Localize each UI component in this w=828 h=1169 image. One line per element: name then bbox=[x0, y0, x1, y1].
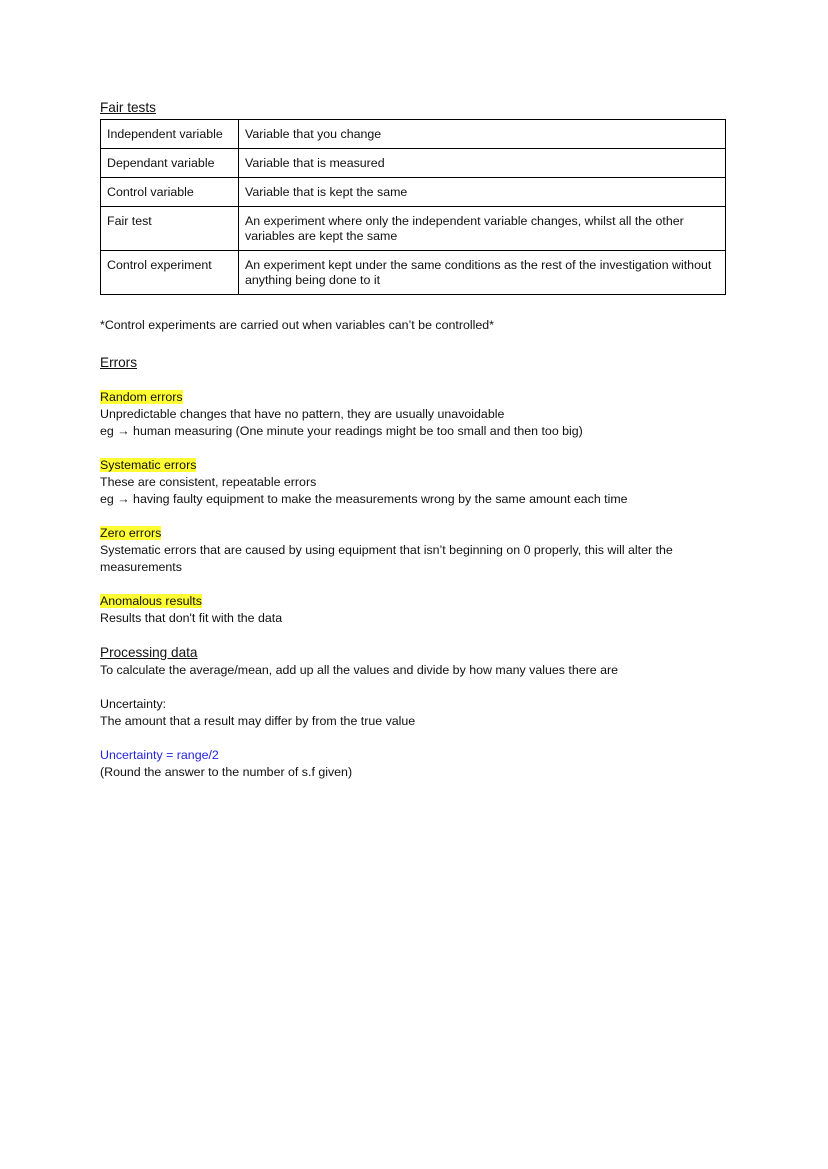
fair-tests-table bbox=[100, 119, 726, 295]
random-errors-example: eg → human measuring (One minute your readings might be too small and then too big) bbox=[100, 424, 583, 438]
systematic-errors-description: These are consistent, repeatable errors bbox=[100, 475, 317, 489]
anomalous-results-description: Results that don't fit with the data bbox=[100, 611, 283, 625]
table-row bbox=[101, 207, 726, 251]
document-page bbox=[100, 99, 728, 781]
zero-errors-section bbox=[100, 525, 728, 576]
term-cell: Fair test bbox=[101, 207, 239, 251]
rounding-note: (Round the answer to the number of s.f given) bbox=[100, 765, 353, 779]
uncertainty-formula: Uncertainty = range/2 bbox=[100, 748, 219, 762]
definition-cell: Variable that is measured bbox=[239, 149, 726, 178]
anomalous-results-section bbox=[100, 593, 728, 627]
processing-data-heading: Processing data bbox=[100, 645, 198, 660]
uncertainty-definition: The amount that a result may differ by from the true value bbox=[100, 714, 416, 728]
uncertainty-section bbox=[100, 696, 728, 730]
systematic-errors-example: eg → having faulty equipment to make the measurements wrong by the same amount each time bbox=[100, 492, 628, 506]
fair-tests-heading: Fair tests bbox=[100, 100, 156, 115]
uncertainty-formula-section bbox=[100, 747, 728, 781]
term-cell: Dependant variable bbox=[101, 149, 239, 178]
zero-errors-title: Zero errors bbox=[100, 526, 162, 540]
average-description: To calculate the average/mean, add up all the values and divide by how many values there are bbox=[100, 663, 618, 677]
zero-errors-description: Systematic errors that are caused by using equipment that isn’t beginning on 0 properly, this will alter the measurements bbox=[100, 543, 673, 574]
definition-cell: Variable that is kept the same bbox=[239, 178, 726, 207]
definition-cell: An experiment kept under the same conditions as the rest of the investigation without anything being done to it bbox=[239, 251, 726, 295]
anomalous-results-title: Anomalous results bbox=[100, 594, 202, 608]
random-errors-section bbox=[100, 389, 728, 440]
errors-heading: Errors bbox=[100, 355, 138, 370]
table-row bbox=[101, 149, 726, 178]
random-errors-description: Unpredictable changes that have no pattern, they are usually unavoidable bbox=[100, 407, 505, 421]
control-experiments-note: *Control experiments are carried out when variables can’t be controlled* bbox=[100, 318, 494, 332]
systematic-errors-section bbox=[100, 457, 728, 508]
definition-cell: Variable that you change bbox=[239, 120, 726, 149]
table-row bbox=[101, 178, 726, 207]
table-row bbox=[101, 120, 726, 149]
table-row bbox=[101, 251, 726, 295]
uncertainty-label: Uncertainty: bbox=[100, 697, 167, 711]
term-cell: Control variable bbox=[101, 178, 239, 207]
systematic-errors-title: Systematic errors bbox=[100, 458, 197, 472]
processing-data-section bbox=[100, 644, 728, 679]
term-cell: Control experiment bbox=[101, 251, 239, 295]
term-cell: Independent variable bbox=[101, 120, 239, 149]
random-errors-title: Random errors bbox=[100, 390, 183, 404]
definition-cell: An experiment where only the independent variable changes, whilst all the other variables are kept the same bbox=[239, 207, 726, 251]
